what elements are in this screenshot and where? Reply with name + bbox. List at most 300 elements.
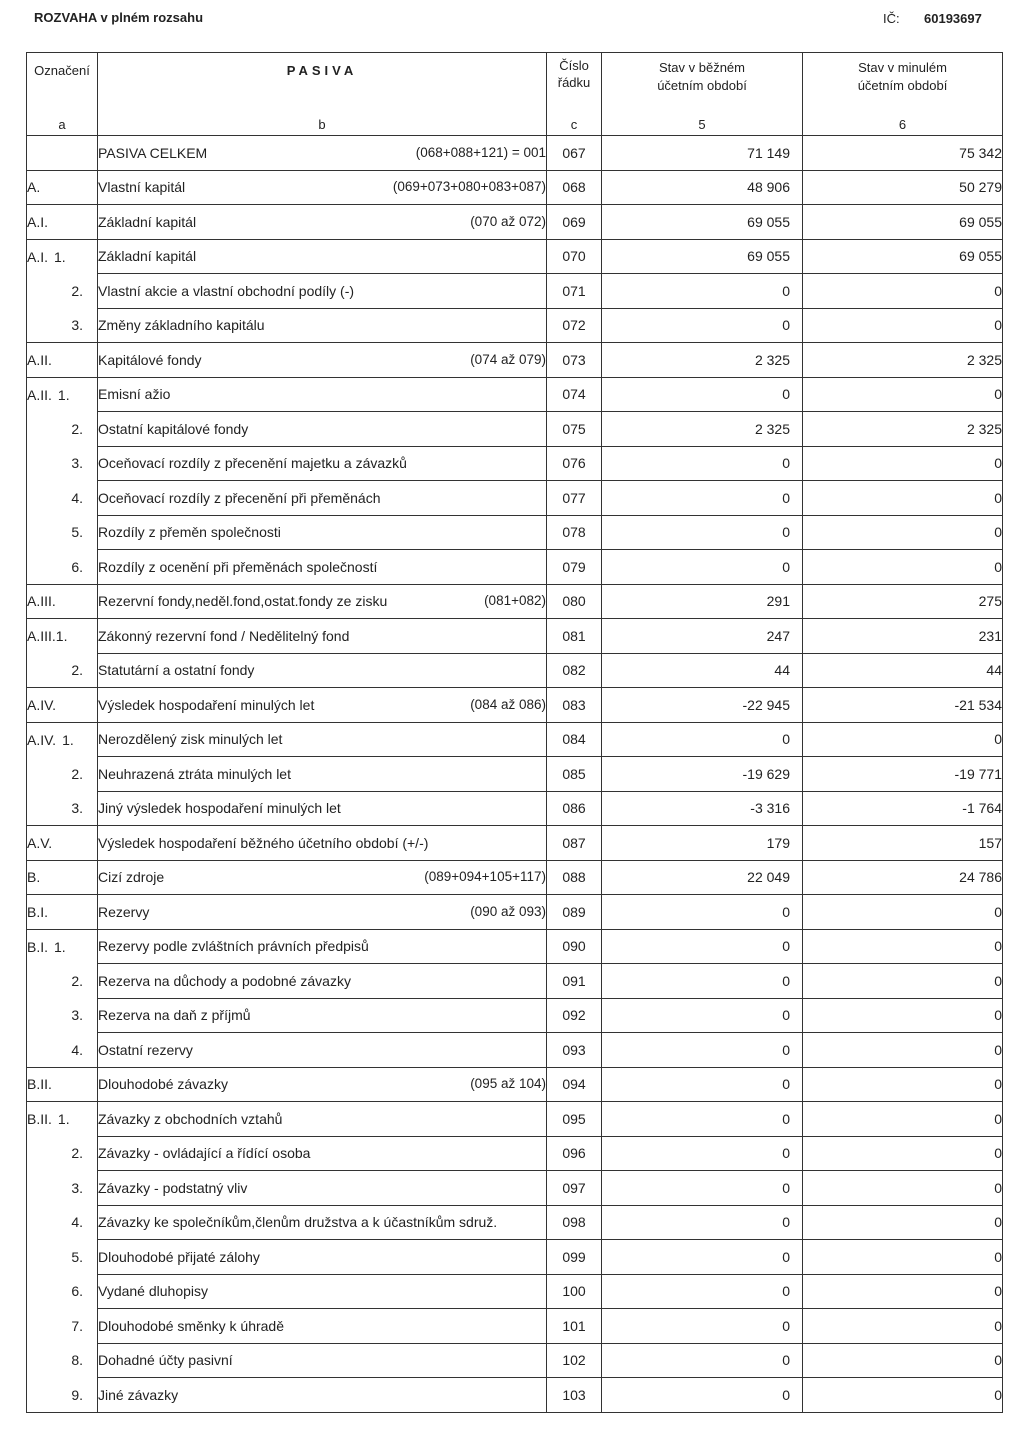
table-row	[27, 239, 1003, 274]
current-period-value: -19 629	[602, 757, 803, 792]
previous-period-value: 75 342	[803, 136, 1003, 171]
row-designation-sub: 6.	[71, 1283, 83, 1300]
table-row	[27, 584, 1003, 619]
previous-period-value: 0	[803, 1171, 1003, 1206]
row-label: Rezerva na daň z příjmů	[98, 1007, 251, 1024]
row-number: 094	[547, 1067, 602, 1102]
row-label: Dohadné účty pasivní	[98, 1352, 233, 1369]
row-label: Rezervy podle zvláštních právních předpisů	[98, 938, 369, 955]
row-designation-sub: 4.	[71, 1214, 83, 1231]
row-description	[98, 860, 547, 895]
row-designation-sub: 4.	[71, 1041, 83, 1058]
row-number: 096	[547, 1136, 602, 1171]
row-label: Oceňovací rozdíly z přecenění majetku a závazků	[98, 455, 407, 472]
row-description	[98, 239, 547, 274]
row-label: Zákonný rezervní fond / Nedělitelný fond	[98, 627, 350, 644]
row-number: 070	[547, 239, 602, 274]
table-row	[27, 722, 1003, 757]
row-designation	[27, 515, 98, 550]
row-designation-main: A.	[27, 179, 41, 196]
row-description	[98, 791, 547, 826]
previous-period-value: -19 771	[803, 757, 1003, 792]
current-period-value: 0	[602, 1240, 803, 1275]
row-designation-main: A.III.1.	[27, 628, 68, 644]
table-body	[27, 136, 1003, 1413]
row-label: Výsledek hospodaření běžného účetního období (+/-)	[98, 834, 429, 851]
row-number-label-line1: Číslo	[559, 58, 589, 73]
balance-sheet-table	[26, 52, 1003, 1413]
current-period-value: 0	[602, 998, 803, 1033]
previous-period-value: 0	[803, 1102, 1003, 1137]
previous-period-value: 2 325	[803, 343, 1003, 378]
row-designation	[27, 1067, 98, 1102]
row-designation	[27, 550, 98, 585]
row-designation	[27, 998, 98, 1033]
row-description	[98, 1205, 547, 1240]
row-label: Cizí zdroje	[98, 869, 165, 886]
row-designation	[27, 929, 98, 964]
row-description	[98, 550, 547, 585]
row-number: 093	[547, 1033, 602, 1068]
row-label: Vlastní akcie a vlastní obchodní podíly (-)	[98, 282, 355, 299]
current-period-value: 0	[602, 1033, 803, 1068]
current-period-value: 0	[602, 550, 803, 585]
table-row	[27, 619, 1003, 654]
previous-period-value: 0	[803, 1343, 1003, 1378]
col-letter-c: c	[547, 113, 602, 136]
row-label: Statutární a ostatní fondy	[98, 662, 255, 679]
table-row	[27, 550, 1003, 585]
row-description	[98, 205, 547, 240]
row-designation-main: A.III.	[27, 593, 56, 610]
row-designation-sub: 2.	[71, 282, 83, 299]
current-period-label-line1: Stav v běžném	[659, 60, 745, 75]
row-description	[98, 343, 547, 378]
row-description	[98, 1171, 547, 1206]
row-designation-sub: 2.	[71, 420, 83, 437]
row-designation-sub: 1.	[57, 386, 70, 403]
row-number: 083	[547, 688, 602, 723]
current-period-value: 0	[602, 1102, 803, 1137]
row-description	[98, 1274, 547, 1309]
row-number: 082	[547, 653, 602, 688]
row-designation-sub: 2.	[71, 662, 83, 678]
table-row	[27, 1171, 1003, 1206]
current-period-value: 0	[602, 1378, 803, 1413]
row-designation	[27, 239, 98, 274]
current-period-value: 247	[602, 619, 803, 654]
previous-period-value: 0	[803, 895, 1003, 930]
col-header-designation: Označení	[27, 53, 98, 114]
row-designation	[27, 1309, 98, 1344]
row-designation-main: B.	[27, 869, 41, 886]
row-label: Rezervní fondy,neděl.fond,ostat.fondy ze zisku	[98, 593, 388, 610]
row-formula: (081+082)	[484, 593, 546, 609]
row-number: 100	[547, 1274, 602, 1309]
row-label: PASIVA CELKEM	[98, 144, 208, 161]
current-period-value: 2 325	[602, 343, 803, 378]
row-designation-sub: 3.	[71, 800, 83, 816]
current-period-value: 44	[602, 653, 803, 688]
table-row	[27, 1240, 1003, 1275]
row-description	[98, 274, 547, 309]
table-row	[27, 1067, 1003, 1102]
row-label: Oceňovací rozdíly z přecenění při přeměnách	[98, 489, 381, 506]
row-number: 069	[547, 205, 602, 240]
row-designation	[27, 136, 98, 171]
current-period-value: 0	[602, 964, 803, 999]
row-designation	[27, 1274, 98, 1309]
row-designation	[27, 412, 98, 447]
table-row	[27, 343, 1003, 378]
row-description	[98, 170, 547, 205]
col-letter-6: 6	[803, 113, 1003, 136]
row-designation	[27, 722, 98, 757]
row-formula: (089+094+105+117)	[424, 869, 546, 885]
row-description	[98, 998, 547, 1033]
previous-period-value: 44	[803, 653, 1003, 688]
current-period-value: 0	[602, 1343, 803, 1378]
table-row	[27, 895, 1003, 930]
row-designation-main: B.I.	[27, 903, 49, 920]
table-header	[27, 53, 1003, 136]
row-number: 088	[547, 860, 602, 895]
col-header-liabilities: PASIVA	[98, 53, 547, 114]
current-period-value: 48 906	[602, 170, 803, 205]
current-period-value: 2 325	[602, 412, 803, 447]
row-number-label-line2: řádku	[557, 75, 591, 90]
previous-period-value: -21 534	[803, 688, 1003, 723]
row-designation	[27, 688, 98, 723]
row-designation-sub: 8.	[71, 1352, 83, 1369]
col-header-previous-period	[803, 53, 1003, 114]
previous-period-value: 0	[803, 446, 1003, 481]
row-number: 076	[547, 446, 602, 481]
row-description	[98, 1033, 547, 1068]
col-header-row-number	[547, 53, 602, 114]
row-label: Dlouhodobé přijaté zálohy	[98, 1248, 260, 1265]
current-period-value: 0	[602, 1171, 803, 1206]
row-designation	[27, 757, 98, 792]
row-description	[98, 722, 547, 757]
row-label: Ostatní rezervy	[98, 1041, 193, 1058]
row-formula: (095 až 104)	[470, 1076, 546, 1092]
table-row	[27, 1274, 1003, 1309]
current-period-value: -22 945	[602, 688, 803, 723]
row-label: Jiné závazky	[98, 1386, 179, 1403]
current-period-value: 0	[602, 929, 803, 964]
previous-period-value: 2 325	[803, 412, 1003, 447]
row-description	[98, 895, 547, 930]
row-designation	[27, 343, 98, 378]
row-description	[98, 1343, 547, 1378]
previous-period-value: 0	[803, 274, 1003, 309]
row-description	[98, 688, 547, 723]
row-description	[98, 757, 547, 792]
row-designation	[27, 1378, 98, 1413]
document-title: ROZVAHA v plném rozsahu	[34, 10, 204, 25]
row-label: Výsledek hospodaření minulých let	[98, 696, 315, 713]
row-number: 095	[547, 1102, 602, 1137]
row-designation	[27, 308, 98, 343]
current-period-value: 0	[602, 1205, 803, 1240]
previous-period-value: 0	[803, 998, 1003, 1033]
row-number: 078	[547, 515, 602, 550]
previous-period-value: 0	[803, 1309, 1003, 1344]
row-description	[98, 1240, 547, 1275]
row-designation-main: B.II.	[27, 1076, 52, 1093]
current-period-value: 71 149	[602, 136, 803, 171]
table-row	[27, 1343, 1003, 1378]
row-number: 092	[547, 998, 602, 1033]
row-designation	[27, 1343, 98, 1378]
row-designation-sub: 1.	[54, 938, 66, 955]
previous-period-value: 0	[803, 929, 1003, 964]
table-row	[27, 964, 1003, 999]
current-period-value: 0	[602, 446, 803, 481]
col-letter-a: a	[27, 113, 98, 136]
current-period-value: 0	[602, 722, 803, 757]
row-designation	[27, 1136, 98, 1171]
row-designation-sub: 2.	[71, 765, 83, 782]
current-period-value: 69 055	[602, 239, 803, 274]
row-designation	[27, 170, 98, 205]
previous-period-value: 0	[803, 1378, 1003, 1413]
current-period-value: 0	[602, 1274, 803, 1309]
row-label: Jiný výsledek hospodaření minulých let	[98, 800, 341, 817]
row-designation-main: B.II.	[27, 1111, 52, 1127]
row-label: Rezervy	[98, 903, 150, 920]
current-period-value: 69 055	[602, 205, 803, 240]
table-row	[27, 412, 1003, 447]
current-period-value: 0	[602, 481, 803, 516]
row-description	[98, 481, 547, 516]
previous-period-value: 50 279	[803, 170, 1003, 205]
row-designation-sub: 3.	[71, 317, 83, 333]
previous-period-value: 0	[803, 550, 1003, 585]
table-row	[27, 1309, 1003, 1344]
previous-period-value: 0	[803, 1240, 1003, 1275]
table-row	[27, 1205, 1003, 1240]
table-row	[27, 998, 1003, 1033]
row-number: 085	[547, 757, 602, 792]
row-number: 071	[547, 274, 602, 309]
row-description	[98, 1102, 547, 1137]
table-row	[27, 791, 1003, 826]
row-designation	[27, 1240, 98, 1275]
previous-period-value: 0	[803, 481, 1003, 516]
ic-label: IČ:	[883, 11, 900, 26]
table-row	[27, 757, 1003, 792]
row-number: 102	[547, 1343, 602, 1378]
row-label: Závazky - podstatný vliv	[98, 1179, 248, 1196]
row-number: 075	[547, 412, 602, 447]
row-designation-sub: 2.	[71, 972, 83, 989]
row-number: 068	[547, 170, 602, 205]
row-formula: (090 až 093)	[470, 903, 546, 919]
table-row	[27, 274, 1003, 309]
row-designation-sub: 1.	[57, 1111, 70, 1127]
row-number: 077	[547, 481, 602, 516]
row-description	[98, 1067, 547, 1102]
row-number: 097	[547, 1171, 602, 1206]
row-designation	[27, 481, 98, 516]
previous-period-value: 0	[803, 964, 1003, 999]
row-label: Vydané dluhopisy	[98, 1283, 209, 1300]
row-designation	[27, 584, 98, 619]
row-description	[98, 308, 547, 343]
row-number: 087	[547, 826, 602, 861]
row-description	[98, 446, 547, 481]
previous-period-value: 69 055	[803, 239, 1003, 274]
previous-period-value: 0	[803, 1274, 1003, 1309]
current-period-value: 0	[602, 377, 803, 412]
table-row	[27, 446, 1003, 481]
row-label: Rozdíly z ocenění při přeměnách společností	[98, 558, 378, 575]
previous-period-value: 69 055	[803, 205, 1003, 240]
row-label: Změny základního kapitálu	[98, 317, 265, 334]
previous-period-value: -1 764	[803, 791, 1003, 826]
row-number: 103	[547, 1378, 602, 1413]
row-designation-main: A.V.	[27, 834, 53, 851]
row-designation-sub: 3.	[71, 455, 83, 472]
row-formula: (069+073+080+083+087)	[392, 179, 546, 195]
row-designation-main: A.IV.	[27, 696, 57, 713]
row-description	[98, 826, 547, 861]
table-row	[27, 1378, 1003, 1413]
row-designation	[27, 895, 98, 930]
current-period-value: 0	[602, 1309, 803, 1344]
row-description	[98, 929, 547, 964]
row-label: Rezerva na důchody a podobné závazky	[98, 972, 351, 989]
row-designation-sub: 3.	[71, 1007, 83, 1024]
row-number: 067	[547, 136, 602, 171]
row-description	[98, 515, 547, 550]
row-designation	[27, 826, 98, 861]
row-description	[98, 619, 547, 654]
row-label: Závazky z obchodních vztahů	[98, 1110, 283, 1127]
row-designation	[27, 1171, 98, 1206]
table-row	[27, 515, 1003, 550]
row-designation-sub: 7.	[71, 1317, 83, 1334]
table-row	[27, 1102, 1003, 1137]
row-label: Ostatní kapitálové fondy	[98, 420, 249, 437]
row-number: 090	[547, 929, 602, 964]
row-designation	[27, 1205, 98, 1240]
row-designation	[27, 1033, 98, 1068]
row-designation-main: A.I.	[27, 248, 49, 265]
table-row	[27, 688, 1003, 723]
row-label: Nerozdělený zisk minulých let	[98, 731, 283, 748]
row-description	[98, 1378, 547, 1413]
row-description	[98, 964, 547, 999]
row-designation-main: B.I.	[27, 938, 49, 955]
row-label: Neuhrazená ztráta minulých let	[98, 765, 291, 782]
row-description	[98, 412, 547, 447]
row-designation	[27, 1102, 98, 1137]
table-row	[27, 377, 1003, 412]
row-number: 074	[547, 377, 602, 412]
row-label: Dlouhodobé závazky	[98, 1076, 228, 1093]
row-number: 084	[547, 722, 602, 757]
row-designation-main: A.II.	[27, 386, 52, 403]
table-row	[27, 481, 1003, 516]
current-period-value: -3 316	[602, 791, 803, 826]
table-row	[27, 860, 1003, 895]
table-row	[27, 170, 1003, 205]
row-designation	[27, 377, 98, 412]
row-designation	[27, 964, 98, 999]
row-designation-sub: 5.	[71, 524, 83, 541]
current-period-value: 0	[602, 308, 803, 343]
table-row	[27, 205, 1003, 240]
current-period-value: 0	[602, 1067, 803, 1102]
row-description	[98, 1136, 547, 1171]
row-number: 081	[547, 619, 602, 654]
table-row	[27, 1033, 1003, 1068]
previous-period-value: 0	[803, 515, 1003, 550]
row-formula: (068+088+121) = 001	[415, 144, 546, 160]
row-designation-main: A.IV.	[27, 731, 57, 748]
ic-value: 60193697	[924, 11, 982, 26]
row-designation	[27, 205, 98, 240]
previous-period-value: 275	[803, 584, 1003, 619]
previous-period-value: 0	[803, 1205, 1003, 1240]
row-number: 091	[547, 964, 602, 999]
row-number: 079	[547, 550, 602, 585]
table-row	[27, 929, 1003, 964]
row-formula: (074 až 079)	[470, 351, 546, 367]
row-number: 098	[547, 1205, 602, 1240]
previous-period-label-line2: účetním období	[857, 78, 948, 93]
previous-period-value: 24 786	[803, 860, 1003, 895]
col-letter-5: 5	[602, 113, 803, 136]
row-designation-sub: 6.	[71, 558, 83, 575]
row-number: 089	[547, 895, 602, 930]
row-label: Závazky ke společníkům,členům družstva a k účastníkům sdruž.	[98, 1214, 498, 1231]
row-designation	[27, 619, 98, 654]
row-number: 080	[547, 584, 602, 619]
current-period-label-line2: účetním období	[657, 78, 747, 93]
row-designation-sub: 5.	[71, 1248, 83, 1265]
row-designation	[27, 274, 98, 309]
row-label: Vlastní kapitál	[98, 179, 186, 196]
row-designation-sub: 4.	[71, 489, 83, 506]
row-designation	[27, 860, 98, 895]
row-designation	[27, 653, 98, 688]
table-row	[27, 308, 1003, 343]
table-row	[27, 1136, 1003, 1171]
previous-period-value: 0	[803, 722, 1003, 757]
previous-period-label-line1: Stav v minulém	[858, 60, 947, 75]
row-designation	[27, 446, 98, 481]
table-row	[27, 653, 1003, 688]
row-number: 086	[547, 791, 602, 826]
row-designation-sub: 1.	[62, 731, 74, 748]
row-label: Závazky - ovládající a řídící osoba	[98, 1145, 311, 1162]
row-designation-sub: 9.	[71, 1386, 83, 1403]
row-designation-sub: 2.	[71, 1145, 83, 1162]
current-period-value: 179	[602, 826, 803, 861]
row-label: Emisní ažio	[98, 386, 171, 403]
row-description	[98, 1309, 547, 1344]
row-designation-sub: 3.	[71, 1179, 83, 1196]
current-period-value: 291	[602, 584, 803, 619]
current-period-value: 22 049	[602, 860, 803, 895]
col-letter-b: b	[98, 113, 547, 136]
table-row	[27, 136, 1003, 171]
row-label: Rozdíly z přeměn společnosti	[98, 524, 281, 541]
